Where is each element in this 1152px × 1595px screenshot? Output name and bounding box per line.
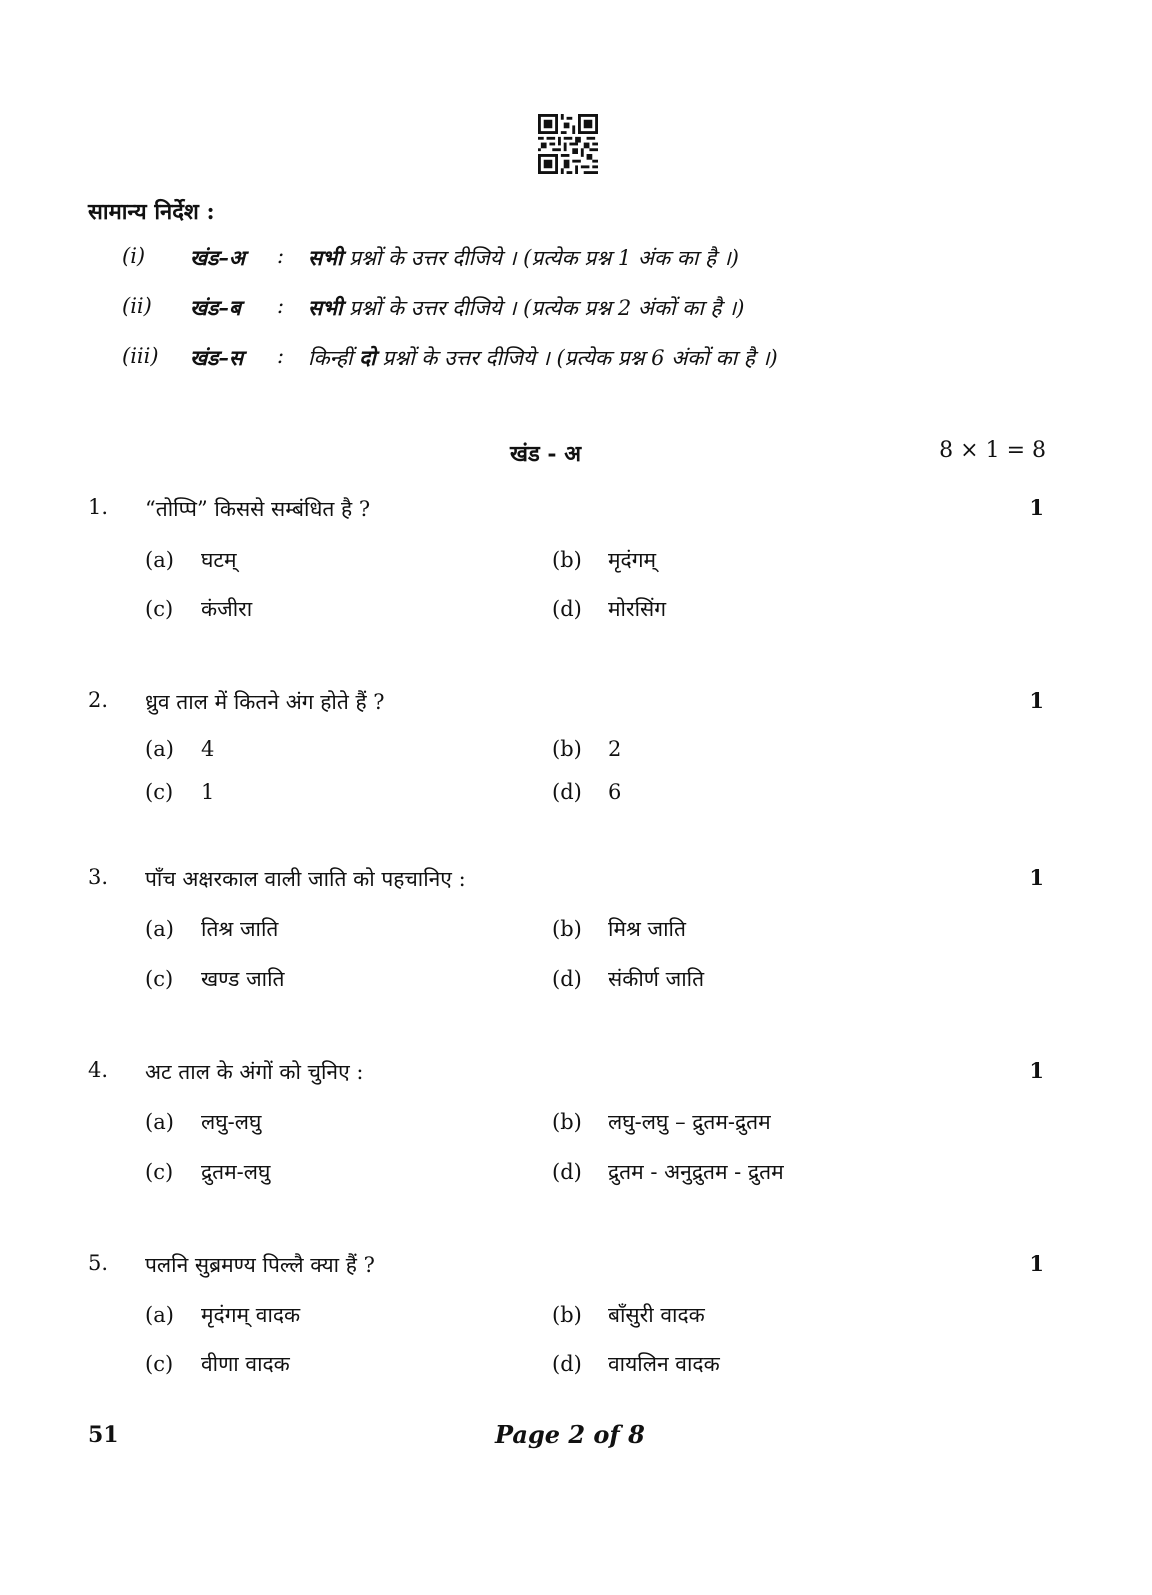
option-c (145, 1350, 290, 1378)
option-label: (d) (552, 1160, 582, 1184)
option-text: घटम् (201, 548, 237, 572)
option-d (552, 780, 621, 804)
question-marks: 1 (1029, 865, 1044, 890)
instruction-number: (i) (122, 244, 146, 268)
option-text: लघु-लघु (201, 1110, 262, 1134)
instruction-section: खंड–अ (190, 245, 245, 270)
option-label: (c) (145, 597, 174, 621)
instruction-section: खंड–स (190, 345, 244, 370)
question-number: 3. (88, 865, 109, 889)
instruction-colon: : (277, 294, 285, 318)
option-label: (c) (145, 1160, 174, 1184)
instruction-text: सभी प्रश्नों के उत्तर दीजिये । (प्रत्येक प्रश्न 1 अंक का है ।) (308, 245, 739, 270)
question-text: पलनि सुब्रमण्य पिल्लै क्या हैं ? (145, 1253, 375, 1277)
option-label: (a) (145, 1303, 174, 1327)
instruction-colon: : (277, 244, 285, 268)
option-label: (c) (145, 780, 174, 804)
option-label: (b) (552, 737, 582, 761)
option-text: 2 (608, 737, 622, 761)
option-label: (a) (145, 917, 174, 941)
option-label: (b) (552, 1110, 582, 1134)
option-label: (c) (145, 967, 174, 991)
question-number: 4. (88, 1058, 109, 1082)
option-text: संकीर्ण जाति (608, 967, 705, 991)
option-c (145, 780, 214, 804)
option-a (145, 546, 237, 574)
question-marks: 1 (1029, 1251, 1044, 1276)
instruction-text: किन्हीं दो प्रश्नों के उत्तर दीजिये । (प्रत्येक प्रश्न 6 अंकों का है ।) (308, 345, 778, 370)
option-d (552, 1158, 784, 1186)
section-title: खंड - अ (510, 441, 582, 467)
option-a (145, 1108, 261, 1136)
option-label: (a) (145, 1110, 174, 1134)
option-a (145, 1301, 300, 1329)
general-instructions-title: सामान्य निर्देश : (88, 199, 215, 225)
instruction-number: (iii) (122, 344, 159, 368)
option-a (145, 915, 278, 943)
option-d (552, 1350, 720, 1378)
option-a (145, 737, 214, 761)
option-label: (d) (552, 967, 582, 991)
option-text: तिश्र जाति (201, 917, 279, 941)
option-text: 1 (201, 780, 215, 804)
paper-code: 51 (88, 1422, 119, 1448)
question-marks: 1 (1029, 495, 1044, 520)
option-text: बाँसुरी वादक (608, 1303, 705, 1327)
option-b (552, 737, 621, 761)
option-text: मृदंगम् (608, 548, 657, 572)
qr-code (538, 113, 598, 175)
option-text: द्रुतम-लघु (201, 1160, 271, 1184)
option-label: (a) (145, 548, 174, 572)
option-label: (d) (552, 1352, 582, 1376)
option-text: लघु-लघु – द्रुतम-द्रुतम (608, 1110, 771, 1134)
option-text: द्रुतम - अनुद्रुतम - द्रुतम (608, 1160, 784, 1184)
option-d (552, 595, 666, 623)
option-text: कंजीरा (201, 597, 253, 621)
option-label: (d) (552, 780, 582, 804)
option-text: वायलिन वादक (608, 1352, 720, 1376)
option-text: खण्ड जाति (201, 967, 285, 991)
instruction-text: सभी प्रश्नों के उत्तर दीजिये । (प्रत्येक प्रश्न 2 अंकों का है ।) (308, 295, 745, 320)
instruction-section: खंड–ब (190, 295, 241, 320)
option-text: मोरसिंग (608, 597, 667, 621)
option-d (552, 965, 704, 993)
instruction-colon: : (277, 344, 285, 368)
question-number: 1. (88, 495, 109, 519)
option-label: (c) (145, 1352, 174, 1376)
option-text: मृदंगम् वादक (201, 1303, 301, 1327)
question-text: पाँच अक्षरकाल वाली जाति को पहचानिए : (145, 867, 466, 891)
option-text: मिश्र जाति (608, 917, 686, 941)
option-text: वीणा वादक (201, 1352, 290, 1376)
question-text: ध्रुव ताल में कितने अंग होते हैं ? (145, 690, 385, 714)
option-c (145, 965, 285, 993)
instruction-number: (ii) (122, 294, 152, 318)
question-text: “तोप्पि” किससे सम्बंधित है ? (145, 497, 371, 521)
option-text: 4 (201, 737, 215, 761)
option-label: (d) (552, 597, 582, 621)
option-b (552, 915, 686, 943)
question-marks: 1 (1029, 1058, 1044, 1083)
option-text: 6 (608, 780, 622, 804)
page-number: Page 2 of 8 (495, 1420, 645, 1449)
option-b (552, 546, 656, 574)
question-number: 2. (88, 688, 109, 712)
section-marks: 8 × 1 = 8 (939, 438, 1046, 463)
option-c (145, 1158, 270, 1186)
question-marks: 1 (1029, 688, 1044, 713)
option-label: (b) (552, 1303, 582, 1327)
option-label: (b) (552, 917, 582, 941)
option-b (552, 1108, 771, 1136)
option-label: (a) (145, 737, 174, 761)
option-label: (b) (552, 548, 582, 572)
option-b (552, 1301, 705, 1329)
question-text: अट ताल के अंगों को चुनिए : (145, 1060, 364, 1084)
question-number: 5. (88, 1251, 109, 1275)
option-c (145, 595, 252, 623)
